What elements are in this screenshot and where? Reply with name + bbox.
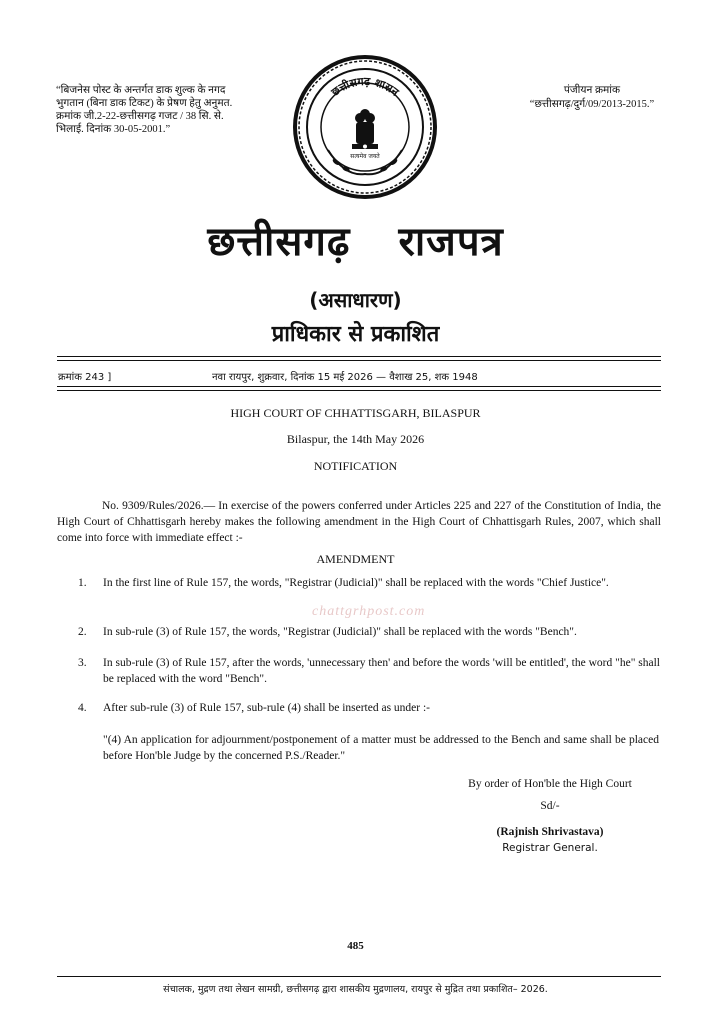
- gazette-title-word2: राजपत्र: [398, 219, 504, 265]
- divider-top-2: [57, 360, 661, 361]
- item-number: 1.: [78, 577, 87, 589]
- gazette-title-word1: छत्तीसगढ़: [207, 219, 351, 265]
- amendment-heading: AMENDMENT: [316, 552, 395, 566]
- gazette-title: [0, 212, 711, 267]
- place-date: Bilaspur, the 14th May 2026: [286, 432, 425, 446]
- issue-date: नवा रायपुर, शुक्रवार, दिनांक 15 मई 2026 — वैशाख 25, शक 1948: [212, 372, 478, 383]
- preamble-paragraph: [57, 498, 661, 546]
- issue-number: क्रमांक 243 ]: [58, 372, 112, 383]
- notification-heading: NOTIFICATION: [313, 459, 398, 473]
- item-number: 2.: [78, 626, 87, 638]
- amendment-item-3: [78, 655, 660, 687]
- item-text: In sub-rule (3) of Rule 157, the words, "Registrar (Judicial)" shall be replaced with the words "Bench".: [103, 626, 577, 638]
- postal-permission-note: “बिजनेस पोस्ट के अन्तर्गत डाक शुल्क के नगद भुगतान (बिना डाक टिकट) के प्रेषण हेतु अनुमत. क्रमांक जी.2-22-छत्तीसगढ़ गजट / 38 सि. से. भिलाई. दिनांक 30-05-2001.”: [56, 85, 233, 135]
- divider-bottom-1: [57, 386, 661, 387]
- page-number: 485: [347, 940, 364, 952]
- item-text: After sub-rule (3) of Rule 157, sub-rule (4) shall be inserted as under :-: [103, 702, 431, 714]
- item-number: 3.: [78, 657, 87, 669]
- amendment-item-4: [78, 700, 660, 716]
- watermark: chattgrhpost.com: [312, 604, 426, 619]
- preamble-text: No. 9309/Rules/2026.— In exercise of the powers conferred under Articles 225 and 227 of the Constitution of India, the High Court of Chhattisgarh hereby makes the following amendment in the High Court of Chhattisgarh Rules, 2007, which shall come into force with immediate effect :-: [57, 500, 661, 544]
- amendment-item-2: [78, 624, 660, 640]
- court-name: HIGH COURT OF CHHATTISGARH, BILASPUR: [230, 406, 481, 420]
- signatory-name: (Rajnish Shrivastava): [496, 826, 604, 838]
- registration-block: [492, 84, 692, 112]
- inserted-rule-text: "(4) An application for adjournment/postponement of a matter must be addressed to the Bench and same shall be placed before Hon'ble Judge by the concerned P.S./Reader.": [103, 734, 659, 762]
- registration-number: “छत्तीसगढ़/दुर्ग/09/2013-2015.”: [529, 99, 655, 110]
- amendment-item-1: [78, 575, 660, 591]
- gazette-subtitle-extraordinary: (असाधारण): [309, 288, 402, 312]
- seal-text: छत्तीसगढ़ शासन: [328, 74, 402, 99]
- item-text: In the first line of Rule 157, the words, "Registrar (Judicial)" shall be replaced with the words "Chief Justice".: [103, 577, 609, 589]
- seal-motto: सत्यमेव जयते: [350, 153, 380, 160]
- seal-emblem-icon: [290, 52, 440, 202]
- divider-bottom-2: [57, 390, 661, 391]
- state-seal: [290, 52, 440, 202]
- order-line: By order of Hon'ble the High Court: [468, 778, 632, 790]
- registration-label: पंजीयन क्रमांक: [563, 85, 621, 96]
- item-text: In sub-rule (3) of Rule 157, after the words, 'unnecessary then' and before the words 'will be entitled', the word "he" shall be replaced with the word "Bench".: [103, 657, 660, 685]
- divider-top-1: [57, 356, 661, 357]
- item-number: 4.: [78, 702, 87, 714]
- signed-mark: Sd/-: [540, 800, 560, 812]
- footer-divider: [57, 976, 661, 977]
- footer-text: संचालक, मुद्रण तथा लेखन सामग्री, छत्तीसगढ़ द्वारा शासकीय मुद्रणालय, रायपुर से मुद्रित तथा प्रकाशित– 2026.: [163, 984, 548, 995]
- signatory-designation: Registrar General.: [502, 842, 598, 854]
- gazette-subtitle-authority: प्राधिकार से प्रकाशित: [271, 322, 440, 347]
